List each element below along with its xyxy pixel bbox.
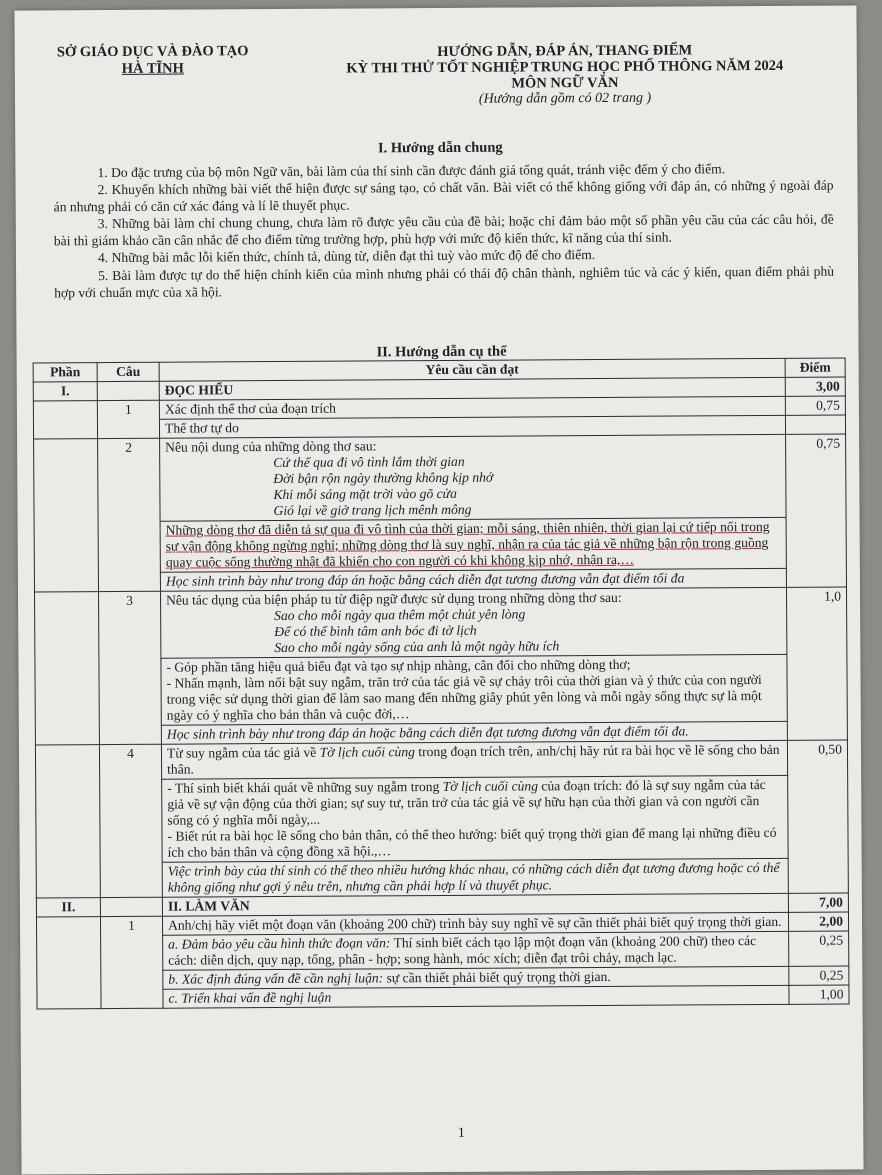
table-row [35, 740, 847, 780]
part-label: I. [33, 382, 97, 401]
title-line-3: MÔN NGỮ VĂN [511, 74, 619, 92]
guidance-item: 4. Những bài mắc lỗi kiến thức, chính tả, dùng từ, diễn đạt thì tuỳ vào mức độ để cho điểm. [97, 247, 596, 266]
document-title [305, 42, 825, 109]
empty-cell [35, 592, 100, 745]
grading-note: Học sinh trình bày như trong đáp án hoặc bằng cách diễn đạt tương đương vẫn đạt điểm tối đa [160, 568, 786, 591]
text-run: - Thí sinh biết khái quát về những suy ngẫm trong [167, 778, 443, 796]
poem-line: Gió lại về giở trang lịch mênh mông [273, 501, 472, 519]
answer-text [167, 777, 782, 829]
part-score: 3,00 [785, 377, 845, 396]
poem-line: Khi mỗi sáng mặt trời vào gõ cửa [273, 485, 457, 503]
question-score: 0,75 [786, 434, 847, 587]
text-run: của đoạn trích: đó là sự suy ngẫm của tác giả về sự vận động của thời gian; sự suy tư, trăn trở của tác giả về sự hữu hạn của thời gian và con người cần sống có ý nghĩa mỗi ngày,... [167, 777, 766, 828]
text-run-italic: Tờ lịch cuối cùng [442, 778, 539, 794]
poem-line: Đời bận rộn ngày thường không kịp nhớ [273, 469, 494, 487]
question-cell [161, 587, 787, 658]
answer-text: - Góp phần tăng hiệu quả biểu đạt và tạo sự nhịp nhàng, cân đối cho những dòng thơ; [166, 656, 631, 675]
criterion-score: 0,25 [789, 931, 849, 966]
poem-line: Sao cho mỗi ngày sống của anh là một ngày hữu ích [274, 638, 560, 656]
answer-text: - Biết rút ra bài học lẽ sống cho bản thân, có thể theo hướng: biết quý trọng thời gian để mang lại những điều có ích cho bản thân và cộng đồng xã hội.,… [167, 824, 777, 860]
question-text: Nêu tác dụng của biện pháp tu từ điệp ngữ được sử dụng trong những dòng thơ sau: [166, 589, 622, 608]
text-run: trong đoạn trích trên, anh/chị hãy rút ra bài học về lẽ sống cho bản thân. [167, 741, 780, 777]
question-number: 3 [99, 591, 162, 744]
criterion-label: b. Xác định đúng vấn đề cần nghị luận: [168, 970, 384, 987]
poem-line: Sao cho mỗi ngày qua thêm một chút yên lòng [274, 606, 526, 624]
empty-cell [36, 917, 101, 1009]
specific-guidance-title: II. Hướng dẫn cụ thể [376, 343, 507, 361]
general-guidance-title: I. Hướng dẫn chung [377, 139, 503, 157]
criterion-label: c. Triển khai vấn đề nghị luận [163, 985, 789, 1008]
question-cell [160, 434, 786, 521]
grading-note: Việc trình bày của thí sinh có thể theo nhiều hướng khác nhau, có những cách diễn đạt tương đương hoặc có thể không giống như gợi ý nêu trên, nhưng cần phải hợp lí và thuyết phục. [162, 858, 788, 897]
question-score: 2,00 [788, 912, 848, 931]
title-line-1: HƯỚNG DẪN, ĐÁP ÁN, THANG ĐIỂM [437, 42, 693, 61]
poem-line: Để có thể bình tâm anh bóc đi tờ lịch [274, 622, 477, 640]
page-number: 1 [457, 1125, 465, 1141]
empty-cell [33, 401, 97, 439]
part-name: II. LÀM VĂN [162, 893, 788, 916]
page-count-note: (Hướng dẫn gồm có 02 trang ) [478, 90, 652, 107]
title-line-2: KỲ THI THỬ TỐT NGHIỆP TRUNG HỌC PHỔ THÔNG NĂM 2024 [346, 57, 784, 77]
poem-line: Cứ thế qua đi vô tình lắm thời gian [273, 453, 465, 471]
answer-key-page [14, 5, 863, 1174]
question-number: 2 [98, 438, 161, 591]
header-part: Phần [33, 363, 97, 382]
scoring-table [33, 358, 850, 1010]
question-number: 1 [100, 916, 163, 1008]
answer-cell [162, 775, 788, 862]
guidance-item: 2. Khuyến khích những bài viết thể hiện được sự sáng tạo, có chất văn. Bài viết có thể không giống với đáp án, có những ý ngoài đáp án nhưng phải có căn cứ xác đáng và lí lẽ thuyết phục. [53, 177, 834, 215]
criterion-text [163, 931, 789, 970]
province-line: HÀ TĨNH [121, 60, 184, 77]
text-run: sự cần thiết phải biết quý trọng thời gian. [383, 968, 611, 986]
general-guidance-list [53, 160, 834, 302]
question-text: Anh/chị hãy viết một đoạn văn (khoảng 200 chữ) trình bày suy nghĩ về sự cần thiết phải biết quý trọng thời gian. [162, 912, 788, 935]
grading-note: Học sinh trình bày như trong đáp án hoặc bằng cách diễn đạt tương đương vẫn đạt điểm tối đa. [161, 721, 787, 744]
part-label: II. [36, 898, 100, 917]
question-text: Nêu nội dung của những dòng thơ sau: [165, 438, 377, 455]
criterion-score: 1,00 [789, 985, 849, 1004]
guidance-item: 3. Những bài làm chỉ chung chung, chưa làm rõ được yêu cầu của đề bài; hoặc chỉ đảm bảo một số phần yêu cầu của các câu hỏi, đề bài thì giám khảo cần cân nhắc để cho điểm từng trường hợp, phù hợp với mức độ kiến thức, kĩ năng của thí sinh. [53, 211, 834, 249]
department-line: SỞ GIÁO DỤC VÀ ĐÀO TẠO [56, 43, 249, 61]
answer-text: Những dòng thơ đã diễn tả sự qua đi vô tình của thời gian; mỗi sáng, thiên nhiên, thời gian lại cứ tiếp nối trong sự vận động không ngừng nghỉ; những dòng thơ là suy nghĩ, nhận ra của tác giả về những bận rộn trong guồng quay cuộc sống thường nhật đã khiến cho con người có khi không kịp nhớ, nhận ra,… [160, 517, 786, 572]
question-score: 1,0 [786, 587, 847, 740]
empty-cell [100, 897, 162, 916]
empty-cell [34, 439, 99, 592]
table-row [35, 587, 847, 659]
question-number: 1 [97, 400, 159, 438]
criterion-label: a. Đảm bảo yêu cầu hình thức đoạn văn: [168, 935, 391, 952]
text-run: Từ suy ngẫm của tác giả về [166, 744, 320, 761]
criterion-score: 0,25 [789, 966, 849, 985]
answer-text: - Nhấn mạnh, làm nổi bật suy ngẫm, trăn trở của tác giả về sự chảy trôi của thời gian và ý thức của con người trong việc sử dụng thời gian để làm sao mang đến những giây phút yên lòng và mỗi ngày sống thực sự là một ngày có ý nghĩa cho bản thân và cuộc đời,… [166, 672, 762, 723]
question-number: 4 [99, 744, 162, 897]
question-text: Xác định thể thơ của đoạn trích [159, 396, 785, 419]
guidance-item: 5. Bài làm được tự do thể hiện chính kiến của mình nhưng phải có thái độ chân thành, nghiêm túc và các ý kiến, quan điểm phải phù hợp với chuẩn mực của xã hội. [54, 263, 835, 301]
answer-cell [161, 654, 787, 725]
question-score: 0,75 [785, 396, 845, 415]
header-question: Câu [97, 362, 159, 381]
empty-cell [35, 745, 100, 898]
header-score: Điểm [785, 358, 845, 377]
answer-text: Thể thơ tự do [159, 415, 785, 438]
part-score: 7,00 [788, 893, 848, 912]
part-name: ĐỌC HIỂU [159, 377, 785, 400]
header-requirement: Yêu cầu cần đạt [159, 358, 785, 381]
department-header [33, 43, 273, 78]
question-text [161, 740, 787, 779]
guidance-item: 1. Do đặc trưng của bộ môn Ngữ văn, bài làm của thí sinh cần được đánh giá tổng quát, tránh việc đếm ý cho điểm. [97, 161, 726, 181]
empty-cell [785, 415, 845, 434]
empty-cell [97, 381, 159, 400]
table-row [34, 434, 846, 522]
question-score: 0,50 [787, 740, 848, 893]
text-run: Thí sinh biết cách tạo lập một đoạn văn (khoảng 200 chữ) theo các cách: diễn dịch, quy nạp, tổng, phân - hợp; song hành, móc xích; diễn đạt trôi chảy, mạch lạc. [168, 933, 757, 968]
text-run-italic: Tờ lịch cuối cùng [319, 744, 415, 760]
